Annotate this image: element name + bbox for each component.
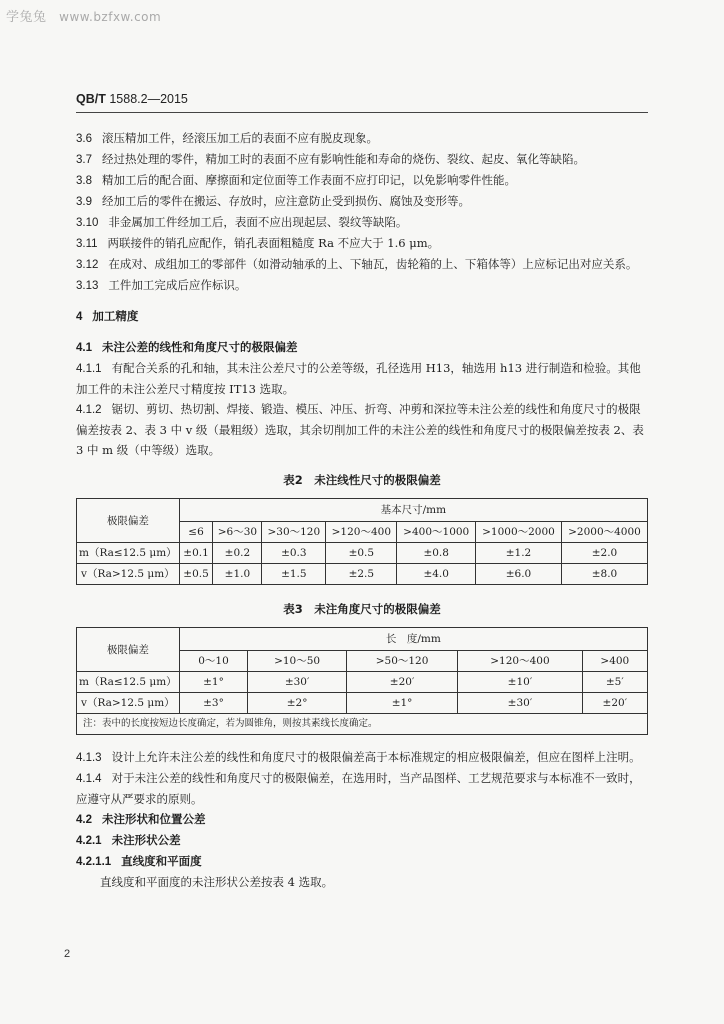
table-3-note: 注：表中的长度按短边长度确定，若为圆锥角，则按其素线长度确定。 [77, 714, 648, 735]
table-cell: ±0.5 [179, 564, 213, 585]
table-3-row-label: 极限偏差 [77, 628, 180, 672]
clause-number: 3.7 [76, 154, 92, 166]
clause-text: 精加工后的配合面、摩擦面和定位面等工作表面不应打印记，以免影响零件性能。 [102, 173, 516, 187]
column-header: >10～50 [248, 651, 347, 672]
column-header: >120～400 [326, 522, 397, 543]
column-header: >6～30 [213, 522, 262, 543]
clause-number: 4.1.4 [76, 773, 102, 785]
clause-item [76, 128, 648, 149]
table-cell: ±8.0 [561, 564, 647, 585]
clause-number: 3.12 [76, 259, 99, 271]
clause-text: 两联接件的销孔应配作，销孔表面粗糙度 Ra 不应大于 1.6 μm。 [107, 236, 440, 250]
section-number: 4.2 [76, 814, 92, 826]
clause-text: 工件加工完成后应作标识。 [108, 278, 247, 292]
clause-4-1-1 [76, 358, 648, 399]
column-header: >2000～4000 [561, 522, 647, 543]
clause-4-1-4 [76, 768, 648, 809]
clause-number: 4.1.3 [76, 752, 102, 764]
table-cell: ±1.0 [213, 564, 262, 585]
section-number: 4 [76, 311, 83, 323]
section-title: 未注形状公差 [111, 833, 181, 847]
table-3-body [77, 672, 648, 714]
row-label: v（Ra>12.5 μm） [77, 564, 180, 585]
table-3-caption: 表3 未注角度尺寸的极限偏差 [283, 602, 441, 616]
column-header: >1000～2000 [476, 522, 562, 543]
clause-item [76, 149, 648, 170]
table-cell: ±0.3 [262, 543, 326, 564]
clause-number: 4.1.1 [76, 363, 102, 375]
table-row [77, 543, 648, 564]
section-title: 未注形状和位置公差 [102, 812, 206, 826]
clause-text: 有配合关系的孔和轴，其未注公差尺寸的公差等级，孔径选用 H13，轴选用 h13 进行制造和检验。其他加工件的未注公差尺寸精度按 IT13 选取。 [76, 361, 641, 396]
table-cell: ±2.0 [561, 543, 647, 564]
header-divider [76, 112, 648, 113]
section-4-2-1-1-heading [76, 851, 648, 872]
section-title: 加工精度 [92, 309, 139, 323]
clause-item [76, 275, 648, 296]
clause-list-3 [76, 128, 648, 296]
clause-item [76, 254, 648, 275]
standard-code: QB/T [76, 92, 106, 106]
table-cell: ±20′ [346, 672, 457, 693]
table-cell: ±0.1 [179, 543, 213, 564]
clause-number: 3.11 [76, 238, 98, 250]
table-cell: ±1.5 [262, 564, 326, 585]
section-4-1-heading [76, 337, 648, 358]
clause-item [76, 191, 648, 212]
table-cell: ±0.2 [213, 543, 262, 564]
table-cell: ±0.5 [326, 543, 397, 564]
watermark-site: 学兔兔 [6, 10, 47, 25]
clause-item [76, 170, 648, 191]
clause-item [76, 212, 648, 233]
clause-text: 锯切、剪切、热切割、焊接、锻造、模压、冲压、折弯、冲剪和深拉等未注公差的线性和角度尺寸的极限偏差按表 2、表 3 中 v 级（最粗级）选取，其余切削加工件的未注公差的线性和角度尺寸的极限偏差按表 2、表 3 中 m 级（中等级）选取。 [76, 402, 644, 457]
table-row [77, 693, 648, 714]
table-cell: ±4.0 [397, 564, 476, 585]
clause-text: 经加工后的零件在搬运、存放时，应注意防止受到损伤、腐蚀及变形等。 [102, 194, 470, 208]
column-header: >50～120 [346, 651, 457, 672]
clause-text: 对于未注公差的线性和角度尺寸的极限偏差，在选用时，当产品图样、工艺规范要求与本标准不一致时，应遵守从严要求的原则。 [76, 771, 641, 806]
clause-text: 滚压精加工件，经滚压加工后的表面不应有脱皮现象。 [102, 131, 378, 145]
table-cell: ±3° [179, 693, 248, 714]
table-cell: ±10′ [458, 672, 582, 693]
clause-text: 设计上允许未注公差的线性和角度尺寸的极限偏差高于本标准规定的相应极限偏差，但应在图样上注明。 [111, 750, 641, 764]
section-number: 4.2.1.1 [76, 856, 112, 868]
watermark-url: www.bzfxw.com [59, 10, 162, 24]
column-header: >30～120 [262, 522, 326, 543]
table-cell: ±1° [179, 672, 248, 693]
table-cell: ±1° [346, 693, 457, 714]
section-4-2-1-heading [76, 830, 648, 851]
table-2-row-label: 极限偏差 [77, 499, 180, 543]
section-title: 未注公差的线性和角度尺寸的极限偏差 [102, 340, 298, 354]
page-number: 2 [64, 948, 71, 960]
table-2 [76, 498, 648, 585]
table-2-group-header: 基本尺寸/mm [179, 499, 647, 522]
table-row [77, 672, 648, 693]
row-label: m（Ra≤12.5 μm） [77, 543, 180, 564]
table-cell: ±0.8 [397, 543, 476, 564]
table-cell: ±2.5 [326, 564, 397, 585]
clause-number: 3.13 [76, 280, 99, 292]
row-label: v（Ra>12.5 μm） [77, 693, 180, 714]
section-number: 4.1 [76, 342, 92, 354]
standard-header [76, 92, 188, 106]
section-4-heading [76, 306, 648, 327]
row-label: m（Ra≤12.5 μm） [77, 672, 180, 693]
column-header: >400～1000 [397, 522, 476, 543]
section-title: 直线度和平面度 [121, 854, 202, 868]
clause-4-2-1-1-text: 直线度和平面度的未注形状公差按表 4 选取。 [100, 875, 334, 889]
clause-text: 非金属加工件经加工后，表面不应出现起层、裂纹等缺陷。 [108, 215, 408, 229]
table-2-body [77, 543, 648, 585]
watermark [6, 6, 161, 25]
table-cell: ±2° [248, 693, 347, 714]
clause-text: 经过热处理的零件，精加工时的表面不应有影响性能和寿命的烧伤、裂纹、起皮、氧化等缺陷。 [102, 152, 585, 166]
table-cell: ±30′ [458, 693, 582, 714]
clause-item [76, 233, 648, 254]
table-cell: ±1.2 [476, 543, 562, 564]
clause-number: 3.9 [76, 196, 92, 208]
clause-4-1-2 [76, 399, 648, 460]
table-cell: ±5′ [582, 672, 647, 693]
table-cell: ±30′ [248, 672, 347, 693]
section-4-2-heading [76, 809, 648, 830]
table-3 [76, 627, 648, 735]
table-row [77, 564, 648, 585]
table-2-caption: 表2 未注线性尺寸的极限偏差 [283, 473, 441, 487]
section-number: 4.2.1 [76, 835, 102, 847]
column-header: >400 [582, 651, 647, 672]
table-3-group-header: 长 度/mm [179, 628, 647, 651]
clause-number: 3.8 [76, 175, 92, 187]
column-header: >120～400 [458, 651, 582, 672]
column-header: ≤6 [179, 522, 213, 543]
column-header: 0～10 [179, 651, 248, 672]
clause-text: 在成对、成组加工的零部件（如滑动轴承的上、下轴瓦，齿轮箱的上、下箱体等）上应标记出对应关系。 [108, 257, 638, 271]
table-cell: ±20′ [582, 693, 647, 714]
standard-number: 1588.2—2015 [109, 92, 188, 106]
clause-number: 4.1.2 [76, 404, 102, 416]
clause-number: 3.10 [76, 217, 99, 229]
clause-4-1-3 [76, 747, 648, 768]
clause-number: 3.6 [76, 133, 92, 145]
document-body [76, 128, 648, 892]
table-cell: ±6.0 [476, 564, 562, 585]
